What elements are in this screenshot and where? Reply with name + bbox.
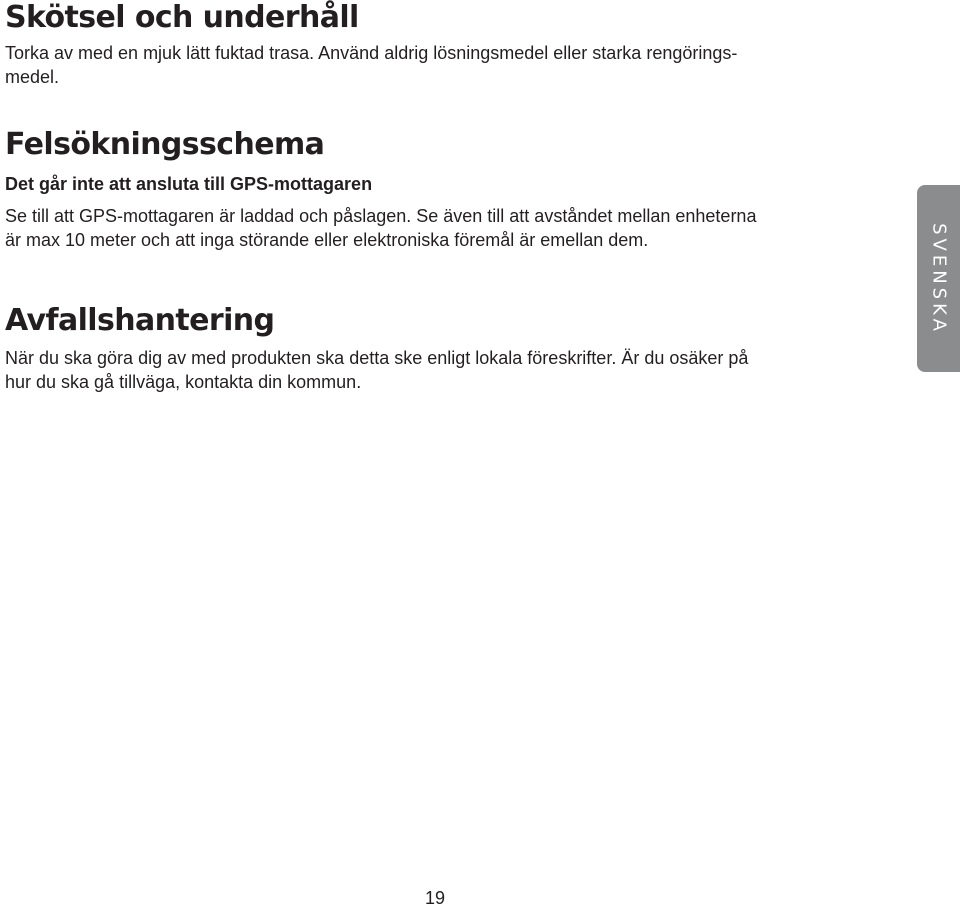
disposal-line-2: hur du ska gå tillväga, kontakta din kommun.: [5, 372, 362, 392]
disposal-heading: Avfallshantering: [5, 303, 275, 338]
care-paragraph: [5, 41, 855, 89]
care-heading: Skötsel och underhåll: [5, 0, 359, 35]
gps-line-1: Se till att GPS-mottagaren är laddad och påslagen. Se även till att avståndet mellan enheterna: [5, 206, 757, 226]
troubleshooting-heading: Felsökningsschema: [5, 127, 325, 162]
care-line-2: medel.: [5, 67, 60, 87]
disposal-paragraph: [5, 346, 855, 394]
language-tab: [917, 185, 960, 372]
care-line-1: Torka av med en mjuk lätt fuktad trasa. Använd aldrig lösningsmedel eller starka rengörings-: [5, 43, 738, 63]
language-tab-label: SVENSKA: [928, 222, 949, 335]
gps-problem-paragraph: [5, 204, 855, 252]
page-number: 19: [424, 888, 446, 908]
gps-line-2: är max 10 meter och att inga störande eller elektroniska föremål är emellan dem.: [5, 230, 649, 250]
gps-problem-subheading: Det går inte att ansluta till GPS-mottagaren: [5, 174, 373, 194]
disposal-line-1: När du ska göra dig av med produkten ska detta ske enligt lokala föreskrifter. Är du osäker på: [5, 348, 749, 368]
